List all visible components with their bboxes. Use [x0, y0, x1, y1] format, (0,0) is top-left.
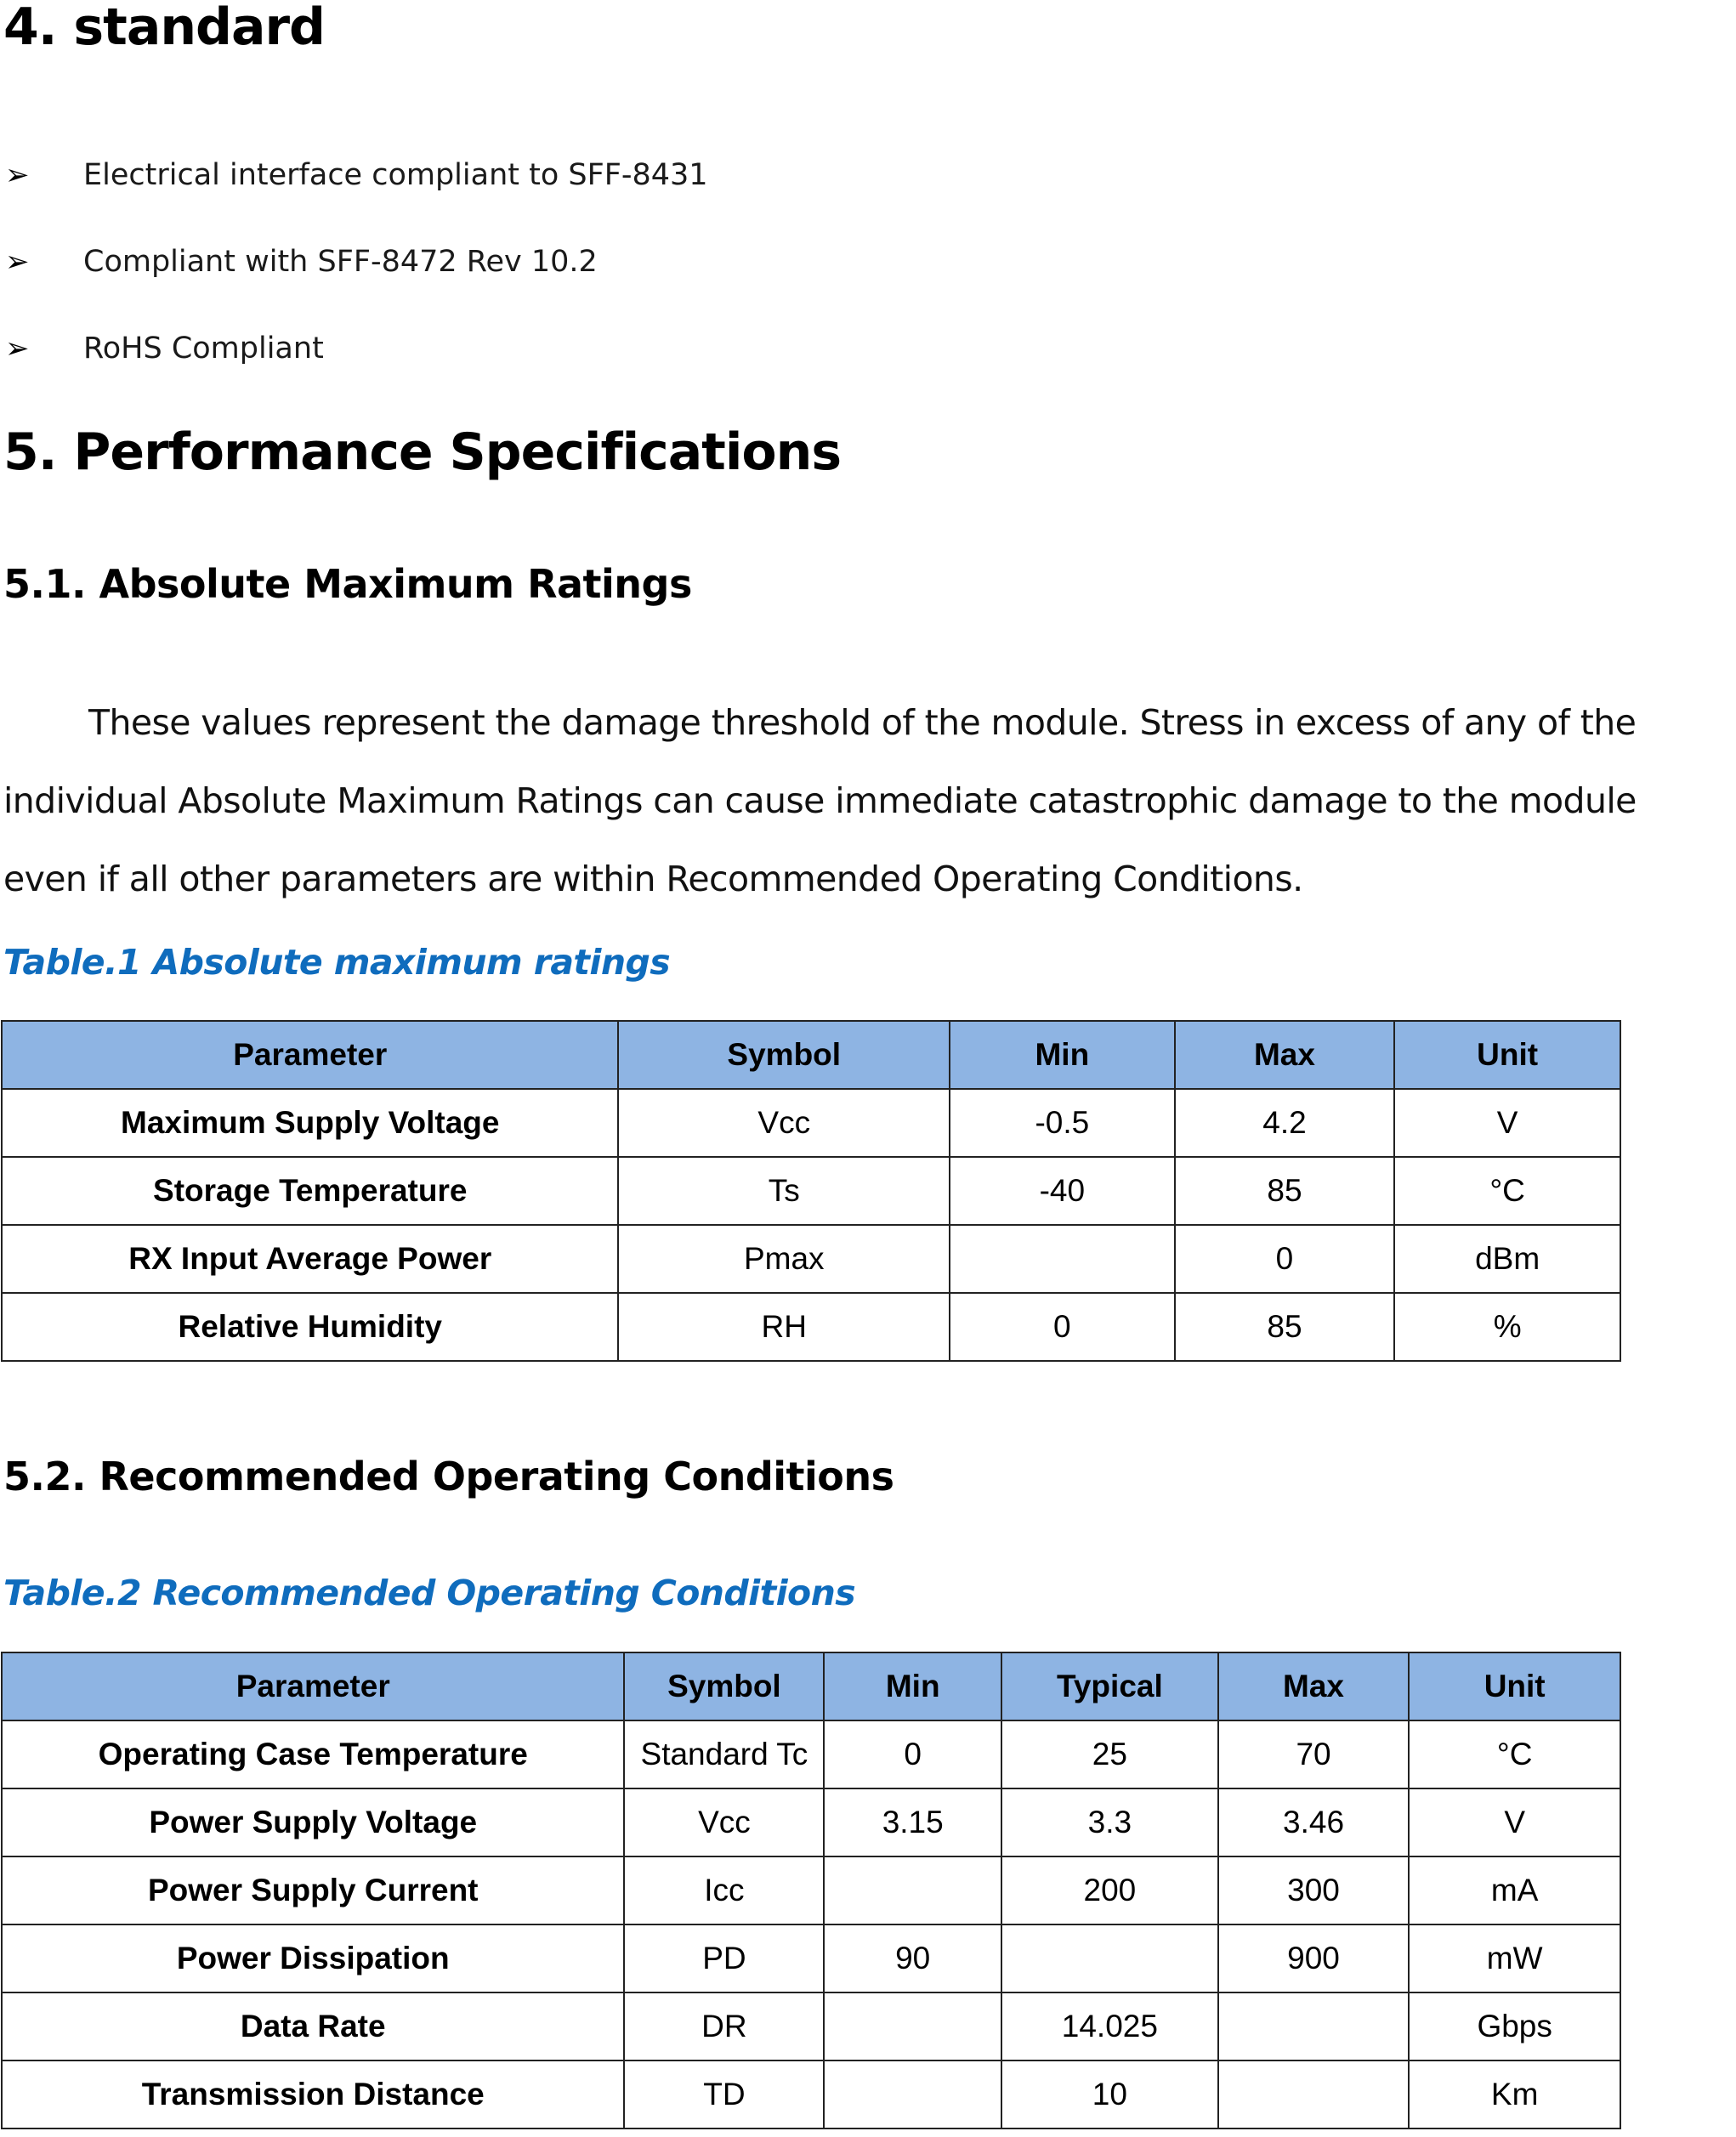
column-header-symbol: Symbol: [618, 1021, 950, 1089]
cell-parameter: Maximum Supply Voltage: [2, 1089, 618, 1157]
table-row: [2, 1089, 1620, 1157]
table-row: [2, 1720, 1620, 1788]
cell-min: -40: [950, 1157, 1175, 1225]
recommended-operating-conditions-table: [1, 1652, 1621, 2129]
cell-min: -0.5: [950, 1089, 1175, 1157]
cell-min: 0: [950, 1293, 1175, 1361]
arrowhead-bullet-icon: ➢: [5, 245, 30, 279]
cell-unit: %: [1394, 1293, 1620, 1361]
table-header-row: [2, 1652, 1620, 1720]
cell-symbol: RH: [618, 1293, 950, 1361]
cell-parameter: Relative Humidity: [2, 1293, 618, 1361]
list-item-text: Compliant with SFF-8472 Rev 10.2: [83, 245, 598, 279]
table-1-caption: Table.1 Absolute maximum ratings: [3, 942, 671, 983]
cell-symbol: PD: [624, 1924, 824, 1992]
table-row: [2, 1924, 1620, 1992]
cell-typical: 14.025: [1001, 1992, 1218, 2060]
absolute-maximum-ratings-table: [1, 1020, 1621, 1362]
cell-typical: 200: [1001, 1856, 1218, 1924]
standards-list: [0, 132, 708, 392]
cell-min: 3.15: [824, 1788, 1001, 1856]
cell-unit: mA: [1409, 1856, 1620, 1924]
cell-min: 90: [824, 1924, 1001, 1992]
table-row: [2, 1856, 1620, 1924]
section-5-title: 5. Performance Specifications: [3, 422, 842, 482]
cell-parameter: Power Supply Voltage: [2, 1788, 624, 1856]
column-header-parameter: Parameter: [2, 1652, 624, 1720]
column-header-unit: Unit: [1409, 1652, 1620, 1720]
table-row: [2, 1157, 1620, 1225]
cell-min: 0: [824, 1720, 1001, 1788]
cell-unit: °C: [1394, 1157, 1620, 1225]
cell-parameter: Power Supply Current: [2, 1856, 624, 1924]
cell-max: 70: [1218, 1720, 1410, 1788]
cell-max: 300: [1218, 1856, 1410, 1924]
cell-min: [950, 1225, 1175, 1293]
cell-max: 85: [1175, 1157, 1395, 1225]
cell-typical: 3.3: [1001, 1788, 1218, 1856]
cell-typical: [1001, 1924, 1218, 1992]
cell-min: [824, 2060, 1001, 2128]
cell-symbol: Vcc: [624, 1788, 824, 1856]
cell-unit: V: [1409, 1788, 1620, 1856]
column-header-min: Min: [950, 1021, 1175, 1089]
column-header-max: Max: [1218, 1652, 1410, 1720]
column-header-symbol: Symbol: [624, 1652, 824, 1720]
arrowhead-bullet-icon: ➢: [5, 332, 30, 366]
cell-max: 900: [1218, 1924, 1410, 1992]
list-item: [0, 218, 708, 305]
table-row: [2, 1293, 1620, 1361]
cell-symbol: Ts: [618, 1157, 950, 1225]
cell-parameter: Transmission Distance: [2, 2060, 624, 2128]
column-header-min: Min: [824, 1652, 1001, 1720]
cell-max: [1218, 1992, 1410, 2060]
cell-typical: 25: [1001, 1720, 1218, 1788]
list-item-text: Electrical interface compliant to SFF-8431: [83, 158, 708, 192]
section-4-title: 4. standard: [3, 0, 326, 57]
cell-parameter: RX Input Average Power: [2, 1225, 618, 1293]
table-row: [2, 1225, 1620, 1293]
cell-symbol: Standard Tc: [624, 1720, 824, 1788]
cell-symbol: DR: [624, 1992, 824, 2060]
ratings-paragraph: These values represent the damage threshold of the module. Stress in excess of any of the individual Absolute Maximum Ratings can cause immediate catastrophic damage to the module even if all other parameters are within Recommended Operating Conditions.: [3, 702, 1637, 899]
cell-min: [824, 1992, 1001, 2060]
cell-max: 3.46: [1218, 1788, 1410, 1856]
cell-symbol: Icc: [624, 1856, 824, 1924]
cell-typical: 10: [1001, 2060, 1218, 2128]
table-row: [2, 2060, 1620, 2128]
cell-symbol: Pmax: [618, 1225, 950, 1293]
cell-symbol: TD: [624, 2060, 824, 2128]
cell-unit: Km: [1409, 2060, 1620, 2128]
cell-unit: Gbps: [1409, 1992, 1620, 2060]
table-row: [2, 1788, 1620, 1856]
table-header-row: [2, 1021, 1620, 1089]
arrowhead-bullet-icon: ➢: [5, 158, 30, 192]
cell-parameter: Power Dissipation: [2, 1924, 624, 1992]
section-5-1-title: 5.1. Absolute Maximum Ratings: [3, 561, 692, 607]
cell-parameter: Storage Temperature: [2, 1157, 618, 1225]
cell-unit: dBm: [1394, 1225, 1620, 1293]
list-item: [0, 305, 708, 392]
cell-unit: mW: [1409, 1924, 1620, 1992]
column-header-typical: Typical: [1001, 1652, 1218, 1720]
cell-parameter: Data Rate: [2, 1992, 624, 2060]
column-header-parameter: Parameter: [2, 1021, 618, 1089]
table-row: [2, 1992, 1620, 2060]
cell-symbol: Vcc: [618, 1089, 950, 1157]
cell-max: 0: [1175, 1225, 1395, 1293]
column-header-unit: Unit: [1394, 1021, 1620, 1089]
cell-unit: V: [1394, 1089, 1620, 1157]
section-5-2-title: 5.2. Recommended Operating Conditions: [3, 1454, 894, 1499]
cell-max: 85: [1175, 1293, 1395, 1361]
cell-unit: °C: [1409, 1720, 1620, 1788]
table-2-caption: Table.2 Recommended Operating Conditions: [3, 1573, 856, 1613]
column-header-max: Max: [1175, 1021, 1395, 1089]
cell-parameter: Operating Case Temperature: [2, 1720, 624, 1788]
list-item-text: RoHS Compliant: [83, 332, 324, 366]
cell-max: [1218, 2060, 1410, 2128]
list-item: [0, 132, 708, 218]
cell-max: 4.2: [1175, 1089, 1395, 1157]
cell-min: [824, 1856, 1001, 1924]
